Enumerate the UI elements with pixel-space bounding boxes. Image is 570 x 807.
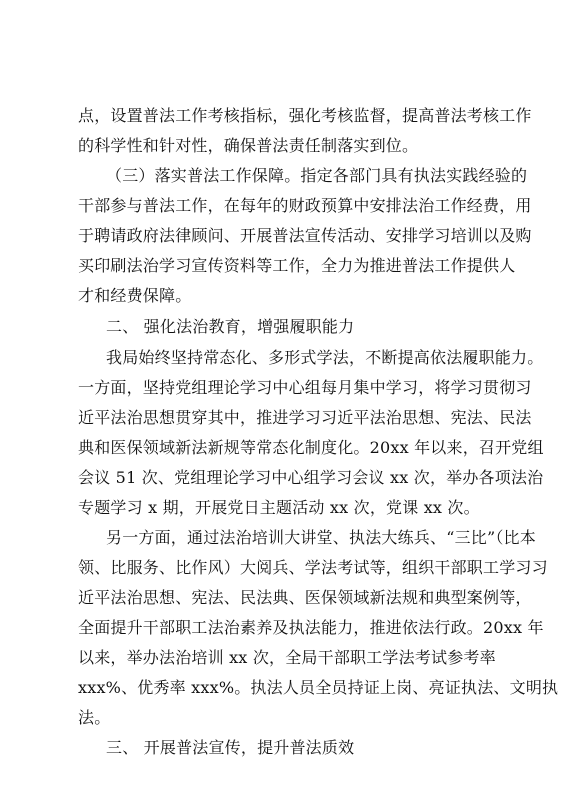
text-line: 一方面，坚持党组理论学习中心组每月集中学习，将学习贯彻习 — [78, 378, 532, 397]
text-line: 全面提升干部职工法治素养及执法能力，推进依法行政。20xx 年 — [78, 618, 544, 637]
section-heading: 三、 开展普法宣传，提升普法质效 — [106, 738, 355, 757]
text-line: 买印刷法治学习宣传资料等工作，全力为推进普法工作提供人 — [78, 256, 516, 275]
text-line: 另一方面，通过法治培训大讲堂、执法大练兵、“三比”（比本 — [106, 528, 536, 547]
section-heading: 二、 强化法治教育，增强履职能力 — [106, 317, 355, 336]
text-line: xxx%、优秀率 xxx%。执法人员全员持证上岗、亮证执法、文明执 — [78, 678, 559, 697]
text-line: 干部参与普法工作，在每年的财政预算中安排法治工作经费，用 — [78, 196, 532, 215]
text-line: 才和经费保障。 — [78, 286, 192, 305]
text-line: 会议 51 次、党组理论学习中心组学习会议 xx 次，举办各项法治 — [78, 468, 544, 487]
text-line: 点，设置普法工作考核指标，强化考核监督，提高普法考核工作 — [78, 106, 532, 125]
text-line: 领、比服务、比作风）大阅兵、学法考试等，组织干部职工学习习 — [78, 558, 548, 577]
text-line: 法。 — [78, 708, 111, 727]
text-line: 于聘请政府法律顾问、开展普法宣传活动、安排学习培训以及购 — [78, 226, 532, 245]
text-line: 近平法治思想贯穿其中，推进学习习近平法治思想、宪法、民法 — [78, 408, 532, 427]
text-line: 近平法治思想、宪法、民法典、医保领域新法规和典型案例等， — [78, 588, 532, 607]
text-line: 的科学性和针对性，确保普法责任制落实到位。 — [78, 136, 419, 155]
text-line: 专题学习 x 期，开展党日主题活动 xx 次，党课 xx 次。 — [78, 498, 480, 517]
text-line: 我局始终坚持常态化、多形式学法，不断提高依法履职能力。 — [106, 348, 544, 367]
text-line: 典和医保领域新法新规等常态化制度化。20xx 年以来，召开党组 — [78, 438, 544, 457]
text-line: 以来，举办法治培训 xx 次，全局干部职工学法考试参考率 — [78, 648, 496, 667]
text-line: （三）落实普法工作保障。指定各部门具有执法实践经验的 — [106, 166, 528, 185]
